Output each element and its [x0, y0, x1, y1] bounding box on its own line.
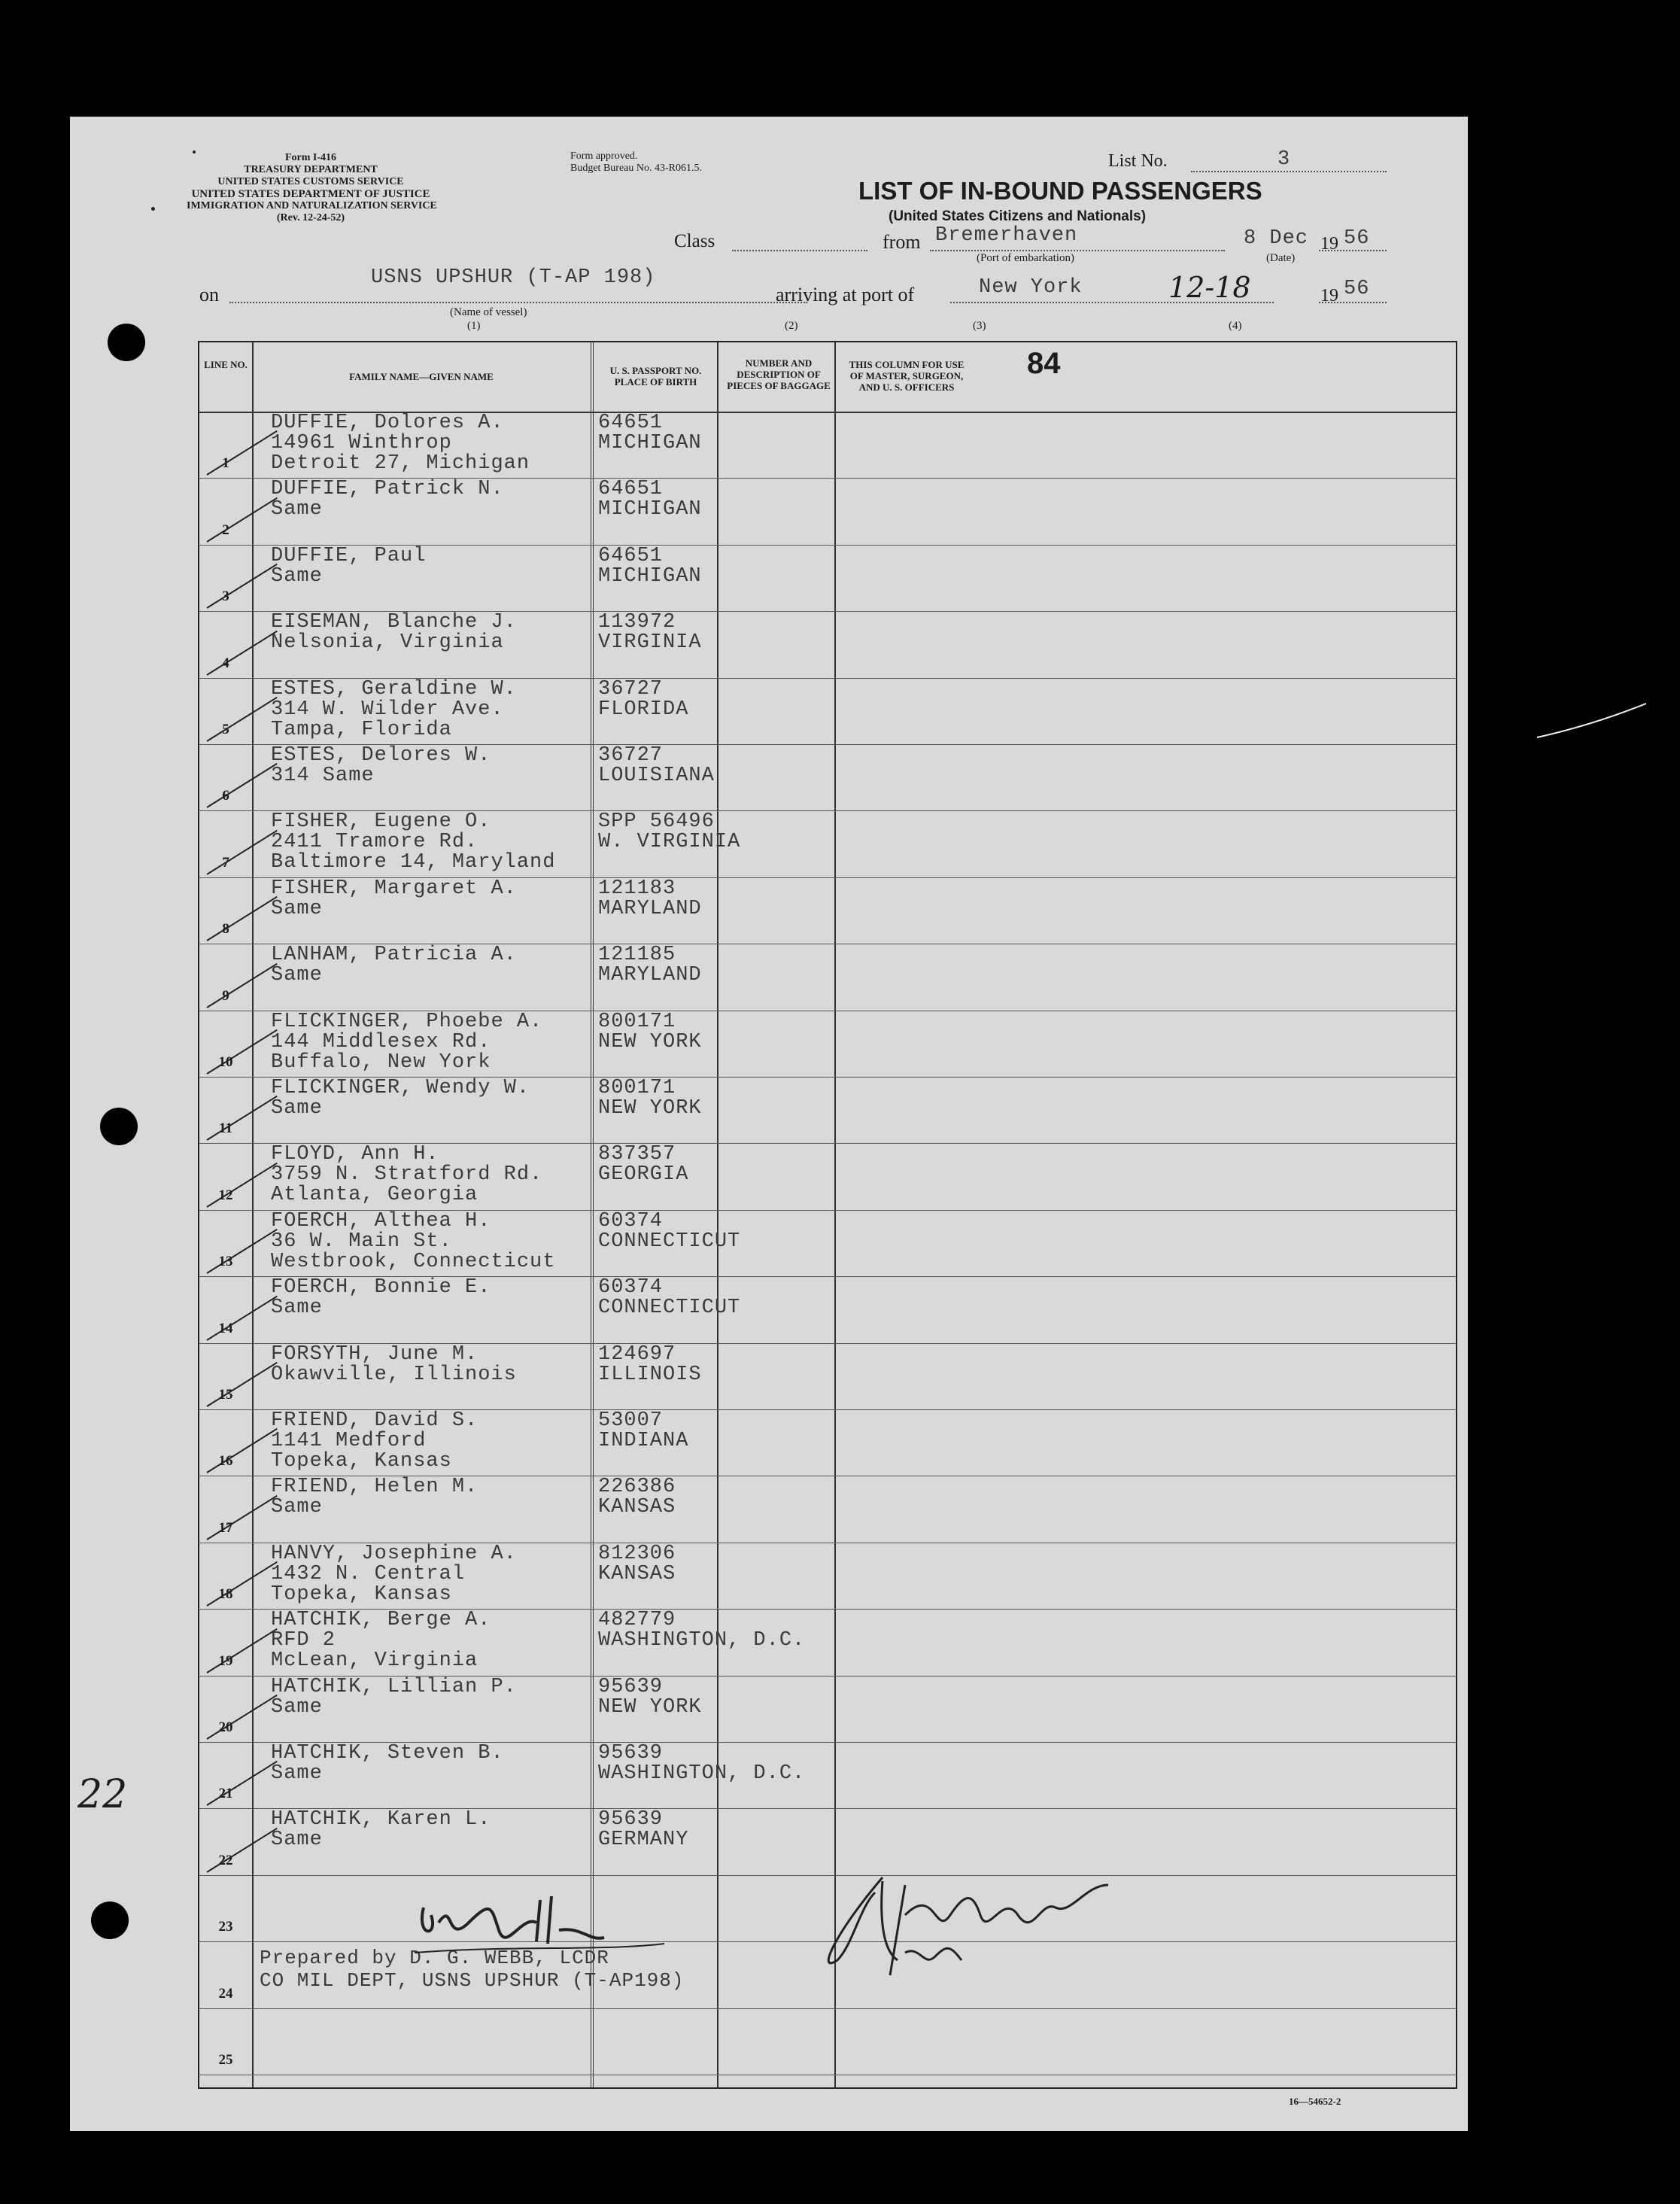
- print-code: 16—54652-2: [1289, 2096, 1341, 2107]
- list-no-label: List No.: [1108, 151, 1168, 171]
- passenger-name-cell: [271, 1477, 478, 1518]
- line-number: 5: [222, 722, 229, 737]
- from-label: from: [883, 231, 921, 253]
- page-title: LIST OF IN-BOUND PASSENGERS: [858, 177, 1262, 205]
- passenger-name-cell: [271, 1743, 504, 1784]
- dept-justice: UNITED STATES DEPARTMENT OF JUSTICE: [191, 188, 430, 200]
- passenger-address: Same: [271, 564, 323, 588]
- line-number: 25: [218, 2052, 233, 2068]
- passport-number: 121183: [598, 877, 676, 900]
- passenger-address: McLean, Virginia: [271, 1649, 478, 1673]
- passenger-address: Same: [271, 498, 323, 521]
- dept-treasury: TREASURY DEPARTMENT: [244, 164, 378, 175]
- vessel-name: USNS UPSHUR (T-AP 198): [371, 266, 656, 289]
- place-of-birth: FLORIDA: [598, 698, 689, 721]
- line-number: 3: [222, 588, 229, 605]
- passenger-name-cell: [271, 479, 504, 520]
- passenger-name: FISHER, Margaret A.: [271, 877, 517, 900]
- passport-number: 800171: [598, 1010, 676, 1033]
- passport-cell: [598, 1810, 688, 1850]
- page-number: 84: [1027, 347, 1061, 380]
- passenger-name: FOERCH, Bonnie E.: [271, 1276, 491, 1300]
- date-caption: (Date): [1266, 252, 1296, 264]
- passenger-address: Atlanta, Georgia: [271, 1184, 478, 1207]
- margin-count-handwritten: 22: [77, 1772, 128, 1817]
- passenger-address: Baltimore 14, Maryland: [271, 851, 556, 874]
- list-no-value: 3: [1277, 148, 1291, 171]
- passenger-address: Same: [271, 1829, 323, 1852]
- ins-service: IMMIGRATION AND NATURALIZATION SERVICE: [187, 200, 437, 211]
- place-of-birth: KANSAS: [598, 1496, 676, 1519]
- place-of-birth: CONNECTICUT: [598, 1230, 741, 1253]
- passenger-address: Same: [271, 1695, 323, 1719]
- dot-mark: [151, 207, 155, 211]
- approval-note: [570, 150, 702, 175]
- passenger-name-cell: [271, 1211, 555, 1272]
- place-of-birth: KANSAS: [598, 1562, 676, 1585]
- line-number: 7: [222, 854, 229, 871]
- line-number: 10: [218, 1054, 233, 1070]
- passenger-name-cell: [271, 546, 426, 587]
- line-number: 20: [218, 1719, 233, 1735]
- passport-number: 60374: [598, 1276, 664, 1300]
- header-passport: U. S. PASSPORT NO. PLACE OF BIRTH: [609, 365, 702, 388]
- passport-cell: [598, 812, 740, 853]
- passenger-address: Tampa, Florida: [271, 718, 452, 741]
- line-number: 17: [218, 1519, 233, 1536]
- line-number: 12: [218, 1187, 233, 1203]
- passenger-name: FLOYD, Ann H.: [271, 1143, 439, 1166]
- prepared-by-line2: CO MIL DEPT, USNS UPSHUR (T-AP198): [260, 1969, 685, 1992]
- form-id-block: [187, 152, 435, 224]
- master-signature: [792, 1862, 1108, 1983]
- margin-pen-stroke: [1533, 700, 1654, 745]
- passport-cell: [598, 1610, 805, 1651]
- passenger-name-cell: [271, 613, 517, 653]
- col-caption-1: (1): [467, 320, 481, 332]
- passenger-name-cell: [271, 1342, 517, 1386]
- place-of-birth: NEW YORK: [598, 1097, 702, 1120]
- passport-cell: [598, 1677, 702, 1718]
- passenger-address: 1432 N. Central: [271, 1562, 466, 1585]
- place-of-birth: NEW YORK: [598, 1695, 702, 1719]
- place-of-birth: NEW YORK: [598, 1030, 702, 1053]
- passenger-address: Detroit 27, Michigan: [271, 452, 530, 475]
- manifest-sheet: [70, 117, 1468, 2131]
- passport-cell: [598, 1278, 740, 1318]
- passenger-name-cell: [271, 413, 530, 474]
- line-number: 6: [222, 788, 229, 804]
- passenger-address: 2411 Tramore Rd.: [271, 831, 478, 854]
- passenger-name-cell: [271, 1012, 542, 1073]
- header-family-name: FAMILY NAME—GIVEN NAME: [349, 371, 494, 382]
- col-caption-3: (3): [973, 320, 986, 332]
- passenger-address: Topeka, Kansas: [271, 1582, 452, 1606]
- passenger-name-cell: [271, 1610, 491, 1671]
- passport-cell: [598, 746, 715, 786]
- passport-cell: [598, 945, 702, 986]
- passenger-name: FLICKINGER, Phoebe A.: [271, 1010, 543, 1033]
- line-number: 15: [218, 1387, 233, 1403]
- passenger-address: 36 W. Main St.: [271, 1230, 452, 1253]
- passenger-address: Same: [271, 1097, 323, 1120]
- port-of-embarkation: Bremerhaven: [935, 224, 1078, 247]
- passport-cell: [598, 413, 702, 454]
- passenger-name-cell: [271, 945, 517, 986]
- passenger-name: DUFFIE, Patrick N.: [271, 478, 504, 501]
- passenger-name: FLICKINGER, Wendy W.: [271, 1077, 530, 1099]
- line-number: 21: [218, 1786, 233, 1802]
- departure-year: 56: [1344, 227, 1370, 250]
- passenger-address: Topeka, Kansas: [271, 1450, 452, 1473]
- passenger-address: Same: [271, 1762, 323, 1785]
- punch-hole: [91, 1902, 129, 1939]
- passport-number: 53007: [598, 1409, 664, 1432]
- passport-number: 121185: [598, 944, 676, 967]
- place-of-birth: MICHIGAN: [598, 498, 702, 521]
- passport-number: 113972: [598, 611, 676, 634]
- passenger-name: FOERCH, Althea H.: [271, 1209, 491, 1233]
- passenger-address: Okawville, Illinois: [271, 1363, 517, 1386]
- passport-number: 95639: [598, 1675, 664, 1698]
- header-baggage: NUMBER AND DESCRIPTION OF PIECES OF BAGGAGE: [727, 357, 831, 391]
- officer-signature: [409, 1885, 725, 1960]
- place-of-birth: INDIANA: [598, 1430, 689, 1452]
- line-number: 8: [222, 921, 229, 938]
- passenger-address: Same: [271, 897, 323, 920]
- line-number: 11: [219, 1120, 232, 1137]
- passport-number: 482779: [598, 1609, 676, 1632]
- passport-number: 95639: [598, 1808, 664, 1832]
- passenger-address: RFD 2: [271, 1629, 336, 1652]
- passport-cell: [598, 1012, 702, 1053]
- passport-cell: [598, 1411, 688, 1452]
- passenger-name-cell: [271, 1810, 491, 1850]
- line-number: 18: [218, 1586, 233, 1603]
- passport-cell: [598, 1477, 676, 1518]
- place-of-birth: CONNECTICUT: [598, 1297, 741, 1320]
- passenger-address: 1141 Medford: [271, 1430, 427, 1452]
- passenger-address: Same: [271, 1297, 323, 1320]
- passenger-name-cell: [271, 1544, 517, 1605]
- year-prefix: 19: [1320, 286, 1338, 306]
- passport-number: SPP 56496: [598, 810, 715, 834]
- passport-cell: [598, 1078, 702, 1119]
- passenger-address: 144 Middlesex Rd.: [271, 1030, 491, 1053]
- prepared-by-line1: Prepared by D. G. WEBB, LCDR: [260, 1947, 609, 1969]
- passenger-name-cell: [271, 1078, 530, 1119]
- passport-number: 837357: [598, 1143, 676, 1166]
- place-of-birth: VIRGINIA: [598, 631, 702, 655]
- line-number: 13: [218, 1254, 233, 1270]
- passport-number: 64651: [598, 412, 664, 434]
- line-number: 4: [222, 655, 229, 671]
- passport-cell: [598, 1211, 740, 1252]
- customs-service: UNITED STATES CUSTOMS SERVICE: [217, 176, 404, 187]
- line-number: 16: [218, 1453, 233, 1470]
- passport-cell: [598, 546, 702, 587]
- passport-cell: [598, 679, 688, 720]
- passenger-name-cell: [271, 879, 517, 920]
- passport-cell: [598, 1342, 702, 1386]
- arrival-date-handwritten: 12-18: [1168, 271, 1251, 304]
- passenger-name-cell: [271, 679, 517, 740]
- passenger-name: FORSYTH, June M.: [271, 1342, 478, 1366]
- passport-cell: [598, 1145, 688, 1185]
- place-of-birth: ILLINOIS: [598, 1363, 702, 1386]
- passport-cell: [598, 1743, 805, 1784]
- header-officers: THIS COLUMN FOR USE OF MASTER, SURGEON, AND U. S. OFFICERS: [849, 359, 965, 393]
- dot-mark: [193, 150, 196, 154]
- place-of-birth: WASHINGTON, D.C.: [598, 1762, 806, 1785]
- place-of-birth: GEORGIA: [598, 1163, 689, 1187]
- passenger-name: EISEMAN, Blanche J.: [271, 611, 517, 634]
- place-of-birth: W. VIRGINIA: [598, 831, 741, 854]
- line-number: 9: [222, 987, 229, 1004]
- passenger-name: ESTES, Delores W.: [271, 744, 491, 767]
- passport-number: 95639: [598, 1742, 664, 1765]
- line-number: 24: [218, 1985, 233, 2002]
- place-of-birth: LOUISIANA: [598, 765, 715, 787]
- passenger-address: Buffalo, New York: [271, 1050, 491, 1074]
- arriving-label: arriving at port of: [776, 284, 915, 306]
- passenger-name-cell: [271, 1411, 478, 1472]
- departure-date: 8 Dec: [1244, 227, 1309, 250]
- punch-hole: [100, 1108, 138, 1145]
- form-approved: Form approved.: [570, 150, 638, 162]
- passenger-table: [198, 341, 1457, 2089]
- line-number: 22: [218, 1852, 233, 1868]
- passenger-name: HATCHIK, Lillian P.: [271, 1675, 517, 1698]
- place-of-birth: WASHINGTON, D.C.: [598, 1629, 806, 1652]
- line-number: 19: [218, 1652, 233, 1669]
- passenger-name: ESTES, Geraldine W.: [271, 677, 517, 701]
- passenger-name-cell: [271, 746, 491, 786]
- passenger-name: HATCHIK, Steven B.: [271, 1742, 504, 1765]
- passenger-name: FRIEND, Helen M.: [271, 1476, 478, 1499]
- passenger-name-cell: [271, 1677, 517, 1718]
- arrival-port: New York: [979, 276, 1083, 299]
- place-of-birth: MARYLAND: [598, 964, 702, 987]
- passenger-name: FISHER, Eugene O.: [271, 810, 491, 834]
- passenger-name: HANVY, Josephine A.: [271, 1542, 517, 1565]
- place-of-birth: GERMANY: [598, 1829, 689, 1852]
- arrival-year: 56: [1344, 278, 1370, 300]
- passenger-name: DUFFIE, Dolores A.: [271, 412, 504, 434]
- row-divider: [199, 2008, 1456, 2009]
- passport-number: 36727: [598, 677, 664, 701]
- line-number: 14: [218, 1320, 233, 1336]
- passenger-name-cell: [271, 1278, 491, 1318]
- header-line-no: LINE NO.: [204, 359, 248, 370]
- line-number: 23: [218, 1919, 233, 1935]
- passport-cell: [598, 879, 702, 920]
- form-revision: (Rev. 12-24-52): [276, 212, 345, 223]
- passenger-address: 314 W. Wilder Ave.: [271, 698, 504, 721]
- passport-cell: [598, 613, 702, 653]
- passport-number: 36727: [598, 744, 664, 767]
- passport-number: 226386: [598, 1476, 676, 1499]
- passenger-name: FRIEND, David S.: [271, 1409, 478, 1432]
- punch-hole: [108, 324, 145, 361]
- place-of-birth: MARYLAND: [598, 897, 702, 920]
- passport-number: 64651: [598, 478, 664, 501]
- place-of-birth: MICHIGAN: [598, 432, 702, 454]
- passenger-address: 3759 N. Stratford Rd.: [271, 1163, 543, 1187]
- passenger-name: HATCHIK, Berge A.: [271, 1609, 491, 1632]
- passenger-address: 314 Same: [271, 765, 375, 787]
- page-subtitle: (United States Citizens and Nationals): [889, 208, 1147, 224]
- form-number: Form I-416: [284, 152, 337, 163]
- passenger-name-cell: [271, 812, 555, 873]
- passenger-address: Same: [271, 964, 323, 987]
- passenger-address: 14961 Winthrop: [271, 432, 452, 454]
- year-prefix: 19: [1320, 234, 1338, 254]
- passport-number: 124697: [598, 1342, 676, 1366]
- passenger-address: Westbrook, Connecticut: [271, 1250, 556, 1273]
- vessel-caption: (Name of vessel): [450, 306, 527, 318]
- line-number: 2: [222, 521, 229, 538]
- class-label: Class: [674, 231, 715, 251]
- passenger-name: LANHAM, Patricia A.: [271, 944, 517, 967]
- passenger-address: Nelsonia, Virginia: [271, 631, 504, 655]
- passenger-name-cell: [271, 1145, 542, 1205]
- passport-number: 60374: [598, 1209, 664, 1233]
- passport-number: 800171: [598, 1077, 676, 1099]
- budget-bureau: Budget Bureau No. 43-R061.5.: [570, 163, 702, 174]
- passenger-address: Same: [271, 1496, 323, 1519]
- passport-cell: [598, 479, 702, 520]
- passport-number: 64651: [598, 544, 664, 567]
- on-label: on: [199, 284, 219, 306]
- passenger-name: HATCHIK, Karen L.: [271, 1808, 491, 1832]
- passenger-name: DUFFIE, Paul: [271, 544, 427, 567]
- line-number: 1: [222, 455, 229, 472]
- passport-number: 812306: [598, 1542, 676, 1565]
- col-caption-4: (4): [1229, 320, 1242, 332]
- place-of-birth: MICHIGAN: [598, 564, 702, 588]
- col-caption-2: (2): [785, 320, 798, 332]
- port-caption: (Port of embarkation): [977, 252, 1074, 264]
- passport-cell: [598, 1544, 676, 1585]
